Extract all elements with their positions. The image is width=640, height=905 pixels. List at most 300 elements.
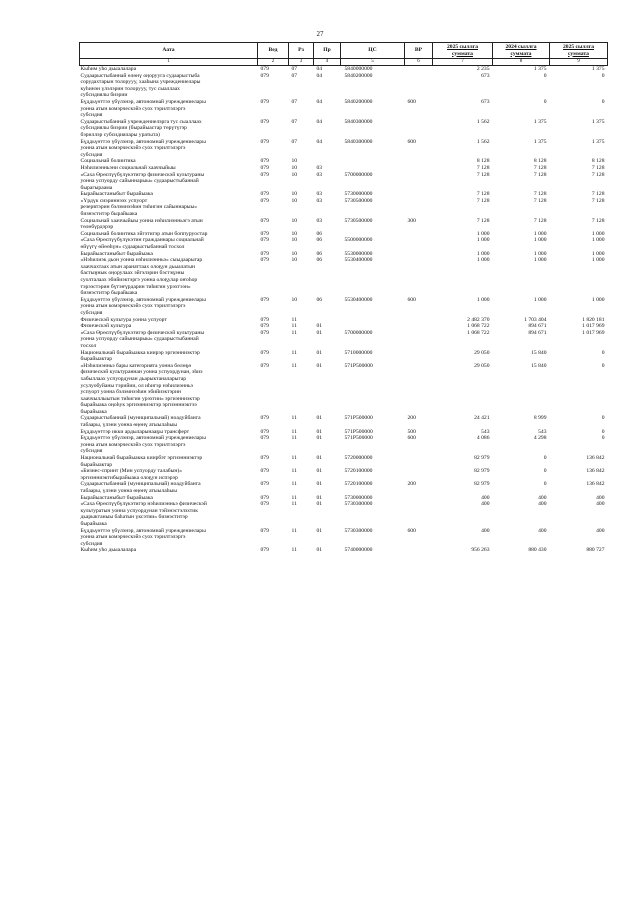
row-pr-cell: [314, 343, 341, 350]
row-cs-cell: 5840000000: [344, 66, 373, 72]
row-2025b-value: 400: [596, 527, 605, 534]
table-row: [80, 178, 608, 185]
row-rz-cell: 11: [291, 428, 297, 435]
table-row: [80, 323, 608, 330]
row-2025-value: 400: [481, 501, 490, 508]
row-ved-cell: [258, 376, 289, 383]
row-2025-value: [433, 244, 493, 251]
row-2025b-value: 1 375: [591, 66, 605, 72]
row-2025-value: 956 263: [471, 547, 490, 554]
row-cs-cell: [341, 409, 405, 416]
row-rz-cell: [289, 224, 314, 231]
row-ved-cell: 079: [260, 230, 269, 237]
row-rz-cell: [289, 383, 314, 390]
row-vr-cell: [405, 396, 433, 403]
row-2025-value: 82 979: [474, 468, 490, 475]
row-2024-value: [493, 475, 550, 482]
row-name-cell: «Саха Өрөспүүбүлүкэтин гражданнары социальнай: [80, 237, 204, 244]
table-row: [80, 442, 608, 449]
row-rz-cell: 11: [291, 435, 297, 442]
row-rz-cell: 07: [291, 66, 298, 72]
row-rz-cell: [289, 132, 314, 139]
row-2024-value: [493, 369, 550, 376]
row-rz-cell: [289, 290, 314, 297]
row-rz-cell: [289, 211, 314, 218]
row-2024-value: [493, 224, 550, 231]
row-2025b-value: 8 128: [591, 158, 605, 165]
row-2025-value: [433, 270, 493, 277]
row-rz-cell: 11: [291, 329, 297, 336]
row-2025-value: 7 128: [476, 217, 490, 224]
row-pr-cell: 04: [316, 118, 323, 125]
row-2024-value: 0: [543, 481, 547, 488]
row-2025b-value: [550, 264, 608, 271]
table-row: [80, 204, 608, 211]
row-2025b-value: 136 842: [586, 455, 605, 462]
row-rz-cell: [289, 389, 314, 396]
row-rz-cell: [289, 92, 314, 99]
row-2025b-value: [550, 448, 608, 455]
row-vr-cell: 600: [407, 527, 416, 534]
row-cs-cell: [341, 323, 405, 330]
row-2025-value: [433, 396, 493, 403]
row-pr-cell: 01: [316, 501, 323, 508]
row-cs-cell: [341, 442, 405, 449]
table-row: [80, 132, 608, 139]
row-pr-cell: [314, 290, 341, 297]
row-2024-value: [493, 112, 550, 119]
header-cs: ЦС: [341, 43, 405, 59]
row-ved-cell: [258, 86, 289, 93]
row-pr-cell: [314, 112, 341, 119]
row-cs-cell: 5530000000: [344, 250, 373, 257]
row-vr-cell: [405, 402, 433, 409]
column-index-row: [80, 59, 608, 66]
row-2024-value: 400: [538, 501, 547, 508]
row-cs-cell: [341, 383, 405, 390]
row-2025b-value: [550, 79, 608, 86]
row-cs-cell: 5710000000: [344, 349, 373, 356]
row-2024-value: 1 375: [533, 66, 547, 72]
row-2025b-value: [550, 488, 608, 495]
row-2025b-value: 0: [601, 98, 605, 105]
row-ved-cell: 079: [260, 362, 269, 369]
row-ved-cell: [258, 125, 289, 132]
row-ved-cell: 079: [260, 250, 269, 257]
row-ved-cell: [258, 448, 289, 455]
row-2024-value: 1 375: [533, 138, 547, 145]
row-2024-value: [493, 145, 550, 152]
row-rz-cell: [289, 270, 314, 277]
row-vr-cell: 200: [407, 481, 416, 488]
row-cs-cell: [341, 376, 405, 383]
row-2025b-value: 400: [596, 501, 605, 508]
table-row: [80, 277, 608, 284]
row-2025-value: 400: [481, 527, 490, 534]
row-cs-cell: [341, 211, 405, 218]
row-vr-cell: [405, 350, 433, 357]
row-ved-cell: [258, 204, 289, 211]
row-2025-value: [433, 290, 493, 297]
row-rz-cell: 10: [291, 250, 298, 257]
row-2025-value: [433, 310, 493, 317]
row-name-cell: уонна успуорду сайыннарыы» судаарыстыбаннай: [80, 178, 199, 185]
row-2025-value: 1 000: [476, 257, 490, 264]
row-2024-value: [493, 86, 550, 93]
row-2025-value: [433, 185, 493, 192]
row-cs-cell: [341, 343, 405, 350]
row-vr-cell: [405, 204, 433, 211]
row-name-cell: «Нэһилиэк дьон уонна нэһилиэнньэ» сыыдаарыгар: [80, 257, 203, 264]
header-vr: ВР: [405, 43, 433, 59]
row-2025-value: [433, 145, 493, 152]
row-2025b-value: 0: [601, 349, 605, 356]
row-2024-value: 894 671: [528, 329, 547, 336]
row-2025-value: [433, 383, 493, 390]
row-ved-cell: 079: [260, 98, 269, 105]
row-pr-cell: 01: [316, 329, 323, 336]
row-2025-value: [433, 178, 493, 185]
table-row: [80, 501, 608, 508]
row-2025b-value: [550, 356, 608, 363]
row-ved-cell: 079: [260, 158, 269, 165]
row-2025-value: 29 050: [474, 362, 490, 369]
row-pr-cell: [314, 277, 341, 284]
row-name-cell: бизнэститэр бырайыака: [80, 211, 138, 218]
row-rz-cell: [289, 376, 314, 383]
header-2025b-line2: суммата: [568, 50, 589, 57]
row-name-cell: Бырайыастаныбыт бырайыака: [80, 191, 153, 198]
row-cs-cell: [341, 396, 405, 403]
row-name-cell: бырайыактар: [80, 461, 113, 468]
row-rz-cell: [289, 244, 314, 251]
page-number: 27: [316, 30, 324, 38]
row-name-cell: дьарыктаныы баһатын үксэтии» бизнэститэр: [80, 514, 188, 521]
row-cs-cell: [341, 132, 405, 139]
row-pr-cell: [314, 376, 341, 383]
row-name-cell: уонна атын комэрческэйэ суох тэрилтэлэргэ: [80, 534, 186, 541]
row-name-cell: табаары, үлэни уонна өңөнү атыылаһыы: [80, 422, 178, 429]
row-pr-cell: 01: [316, 323, 323, 330]
row-vr-cell: [405, 442, 433, 449]
row-2025-value: 1 562: [476, 138, 490, 145]
row-rz-cell: 07: [291, 118, 298, 125]
row-ved-cell: 079: [260, 349, 269, 356]
row-2025-value: [433, 488, 493, 495]
row-pr-cell: 04: [316, 66, 323, 72]
row-vr-cell: [405, 455, 433, 462]
row-2024-value: 0: [543, 455, 547, 462]
row-2025-value: [433, 376, 493, 383]
table-row: [80, 488, 608, 495]
row-ved-cell: 079: [260, 66, 269, 72]
row-name-cell: «Саха Өрөспүүбүлүкэтигэр нэһилиэнньэ физическэй: [80, 501, 207, 508]
row-pr-cell: [314, 79, 341, 86]
row-rz-cell: 10: [291, 197, 298, 204]
table-row: [80, 343, 608, 350]
row-ved-cell: [258, 264, 289, 271]
row-ved-cell: [258, 336, 289, 343]
row-rz-cell: 11: [291, 415, 297, 422]
row-pr-cell: 01: [316, 415, 323, 422]
row-vr-cell: [405, 145, 433, 152]
row-vr-cell: [405, 125, 433, 132]
row-name-cell: субсидиялы биэрии: [80, 92, 128, 99]
row-name-cell: Судаарыстыбаннай учреждениелэрга тус сыаллаах: [80, 118, 202, 125]
row-2024-value: [493, 356, 550, 363]
row-rz-cell: 10: [291, 158, 298, 165]
row-cs-cell: [341, 224, 405, 231]
row-vr-cell: [405, 284, 433, 291]
table-row: [80, 257, 608, 264]
row-cs-cell: [341, 284, 405, 291]
row-2025-value: 1 000: [476, 230, 490, 237]
row-name-cell: бырагыраама: [80, 184, 113, 191]
row-name-cell: Нэһилиэнньэни социальнай хааччыйыы: [80, 164, 176, 171]
row-2024-value: [493, 211, 550, 218]
row-name-cell: уонна атын комэрческэйэ суох тэрилтэлэргэ: [80, 105, 186, 112]
row-2025-value: [433, 534, 493, 541]
row-name-cell: субсидия: [80, 112, 103, 119]
table-row: [80, 66, 608, 73]
row-ved-cell: 079: [260, 415, 269, 422]
column-index: 5: [341, 59, 405, 66]
row-2025b-value: 1 017 969: [582, 323, 605, 330]
row-name-cell: Судаарыстыбаннай өлөнү оңорууга судаарыстыба: [80, 72, 200, 79]
row-pr-cell: 01: [316, 349, 323, 356]
row-name-cell: Бүддьүөттээ үбүлэнэр, автономнай учреждениелары: [80, 435, 206, 442]
row-2025-value: [433, 442, 493, 449]
row-2025b-value: 1 375: [591, 118, 605, 125]
row-ved-cell: 079: [260, 164, 269, 171]
row-2025b-value: 0: [601, 415, 605, 422]
row-2025-value: 1 000: [476, 296, 490, 303]
row-cs-cell: [341, 178, 405, 185]
row-2024-value: 1 000: [533, 230, 547, 237]
row-name-cell: субсидия: [80, 540, 103, 547]
row-pr-cell: [314, 310, 341, 317]
row-ved-cell: [258, 389, 289, 396]
row-rz-cell: [289, 343, 314, 350]
row-vr-cell: [405, 264, 433, 271]
row-vr-cell: [405, 112, 433, 119]
row-pr-cell: [314, 488, 341, 495]
row-cs-cell: [341, 534, 405, 541]
table-row: [80, 191, 608, 198]
row-2025b-value: [550, 462, 608, 469]
row-cs-cell: 5530400000: [344, 296, 373, 303]
row-2024-value: [493, 462, 550, 469]
row-2025-value: [433, 92, 493, 99]
table-row: [80, 350, 608, 357]
row-2025-value: 673: [481, 72, 490, 79]
row-cs-cell: [341, 112, 405, 119]
row-rz-cell: 11: [291, 527, 297, 534]
row-2025-value: [433, 86, 493, 93]
row-cs-cell: [341, 244, 405, 251]
row-2025b-value: [550, 508, 608, 515]
row-2025b-value: [550, 86, 608, 93]
row-name-cell: Социальнай болиитика эйгэтигэр атын боппуруостар: [80, 230, 208, 237]
row-2025-value: [433, 125, 493, 132]
row-2025b-value: 7 128: [591, 191, 605, 198]
row-2024-value: 15 840: [531, 362, 547, 369]
row-2024-value: 880 430: [528, 547, 547, 554]
row-vr-cell: [405, 534, 433, 541]
row-vr-cell: [405, 244, 433, 251]
row-2025-value: [433, 303, 493, 310]
row-rz-cell: [289, 356, 314, 363]
row-pr-cell: 03: [316, 191, 323, 198]
row-name-cell: Национальнай бырайыакка киирэр эргиэнниэктэр: [80, 349, 200, 356]
row-2025b-value: [550, 277, 608, 284]
row-2025-value: 7 128: [476, 164, 490, 171]
row-vr-cell: [405, 508, 433, 515]
row-2025b-value: 7 128: [591, 164, 605, 171]
row-ved-cell: 079: [260, 481, 269, 488]
row-vr-cell: [405, 270, 433, 277]
row-cs-cell: 5730000000: [344, 494, 373, 501]
table-row: [80, 356, 608, 363]
row-2025b-value: [550, 125, 608, 132]
row-vr-cell: [405, 501, 433, 508]
row-2024-value: 7 128: [533, 171, 547, 178]
row-pr-cell: [314, 204, 341, 211]
row-name-cell: Национальнай бырайыакка киирбэт эргиэнниэктэр: [80, 455, 203, 462]
row-2025-value: 1 068 722: [467, 329, 490, 336]
row-cs-cell: [341, 389, 405, 396]
row-ved-cell: [258, 383, 289, 390]
row-2025-value: [433, 389, 493, 396]
row-rz-cell: [289, 402, 314, 409]
row-2024-value: [493, 521, 550, 528]
row-pr-cell: [314, 303, 341, 310]
row-cs-cell: [341, 462, 405, 469]
row-2025b-value: 1 820 181: [582, 316, 605, 323]
row-vr-cell: [405, 409, 433, 416]
table-row: [80, 112, 608, 119]
row-vr-cell: [405, 185, 433, 192]
row-vr-cell: [405, 178, 433, 185]
row-vr-cell: [405, 389, 433, 396]
table-row: [80, 481, 608, 488]
row-2025-value: [433, 343, 493, 350]
row-rz-cell: [289, 86, 314, 93]
row-2025b-value: 1 375: [591, 138, 605, 145]
row-2025-value: [433, 422, 493, 429]
row-name-cell: культуратын уонна успуордунан тэйэнэстэлэхтик: [80, 507, 198, 514]
row-2024-value: [493, 396, 550, 403]
table-row: [80, 270, 608, 277]
row-2025-value: [433, 541, 493, 548]
row-pr-cell: 01: [316, 435, 323, 442]
row-cs-cell: 5700000000: [344, 171, 373, 178]
row-name-cell: Бүддьүөттээ үбүлэнэр, автономнай учреждениелары: [80, 138, 206, 145]
row-vr-cell: [405, 119, 433, 126]
row-vr-cell: 600: [407, 435, 416, 442]
row-2025b-value: [550, 92, 608, 99]
row-rz-cell: [289, 303, 314, 310]
row-rz-cell: 10: [291, 191, 298, 198]
row-rz-cell: 11: [291, 455, 297, 462]
row-pr-cell: [314, 402, 341, 409]
table-row: [80, 92, 608, 99]
row-2025-value: [433, 336, 493, 343]
row-pr-cell: [314, 106, 341, 113]
row-pr-cell: 01: [316, 428, 323, 435]
table-row: [80, 455, 608, 462]
row-vr-cell: [405, 152, 433, 159]
row-2025b-value: [550, 178, 608, 185]
row-pr-cell: [314, 462, 341, 469]
row-ved-cell: [258, 462, 289, 469]
row-2025-value: [433, 521, 493, 528]
row-vr-cell: [405, 323, 433, 330]
row-cs-cell: [341, 475, 405, 482]
row-rz-cell: [289, 448, 314, 455]
row-rz-cell: [289, 508, 314, 515]
row-rz-cell: [289, 178, 314, 185]
row-vr-cell: 600: [407, 296, 416, 303]
row-cs-cell: [341, 145, 405, 152]
row-vr-cell: 300: [407, 217, 416, 224]
row-2025-value: 82 979: [474, 455, 490, 462]
row-2024-value: [493, 336, 550, 343]
table-row: [80, 211, 608, 218]
row-ved-cell: 079: [260, 428, 269, 435]
table-row: [80, 158, 608, 165]
row-2025b-value: 1 000: [591, 296, 605, 303]
row-name-cell: усулуобуйаны тэрийии, ол иһигэр нэһилиэнньэ: [80, 382, 194, 389]
row-2025b-value: 400: [596, 494, 605, 501]
row-cs-cell: [341, 514, 405, 521]
row-vr-cell: [405, 422, 433, 429]
row-cs-cell: 5840200000: [344, 98, 373, 105]
column-index: 1: [80, 59, 258, 66]
row-rz-cell: [289, 79, 314, 86]
row-rz-cell: [289, 521, 314, 528]
row-ved-cell: 079: [260, 323, 269, 330]
row-2024-value: [493, 178, 550, 185]
row-2024-value: [493, 185, 550, 192]
row-name-cell: бырайыака: [80, 408, 107, 415]
table-row: [80, 336, 608, 343]
row-name-cell: «Бизнес-спринт (Мин успуорду талабын)»: [80, 468, 183, 475]
row-2025b-value: [550, 442, 608, 449]
row-vr-cell: [405, 198, 433, 205]
row-pr-cell: 04: [316, 98, 323, 105]
row-rz-cell: [289, 514, 314, 521]
row-cs-cell: [341, 541, 405, 548]
row-vr-cell: [405, 172, 433, 179]
row-rz-cell: [289, 185, 314, 192]
row-2025b-value: [550, 422, 608, 429]
row-2024-value: 0: [543, 98, 547, 105]
row-ved-cell: 079: [260, 171, 269, 178]
row-rz-cell: 10: [291, 296, 298, 303]
row-2024-value: [493, 541, 550, 548]
row-pr-cell: 06: [316, 257, 323, 264]
row-pr-cell: [314, 389, 341, 396]
table-row: [80, 422, 608, 429]
row-cs-cell: [341, 204, 405, 211]
row-2025b-value: [550, 145, 608, 152]
row-pr-cell: 03: [316, 197, 323, 204]
row-2025b-value: 1 000: [591, 250, 605, 257]
row-cs-cell: [341, 185, 405, 192]
row-cs-cell: 5730500000: [344, 217, 373, 224]
row-vr-cell: [405, 132, 433, 139]
